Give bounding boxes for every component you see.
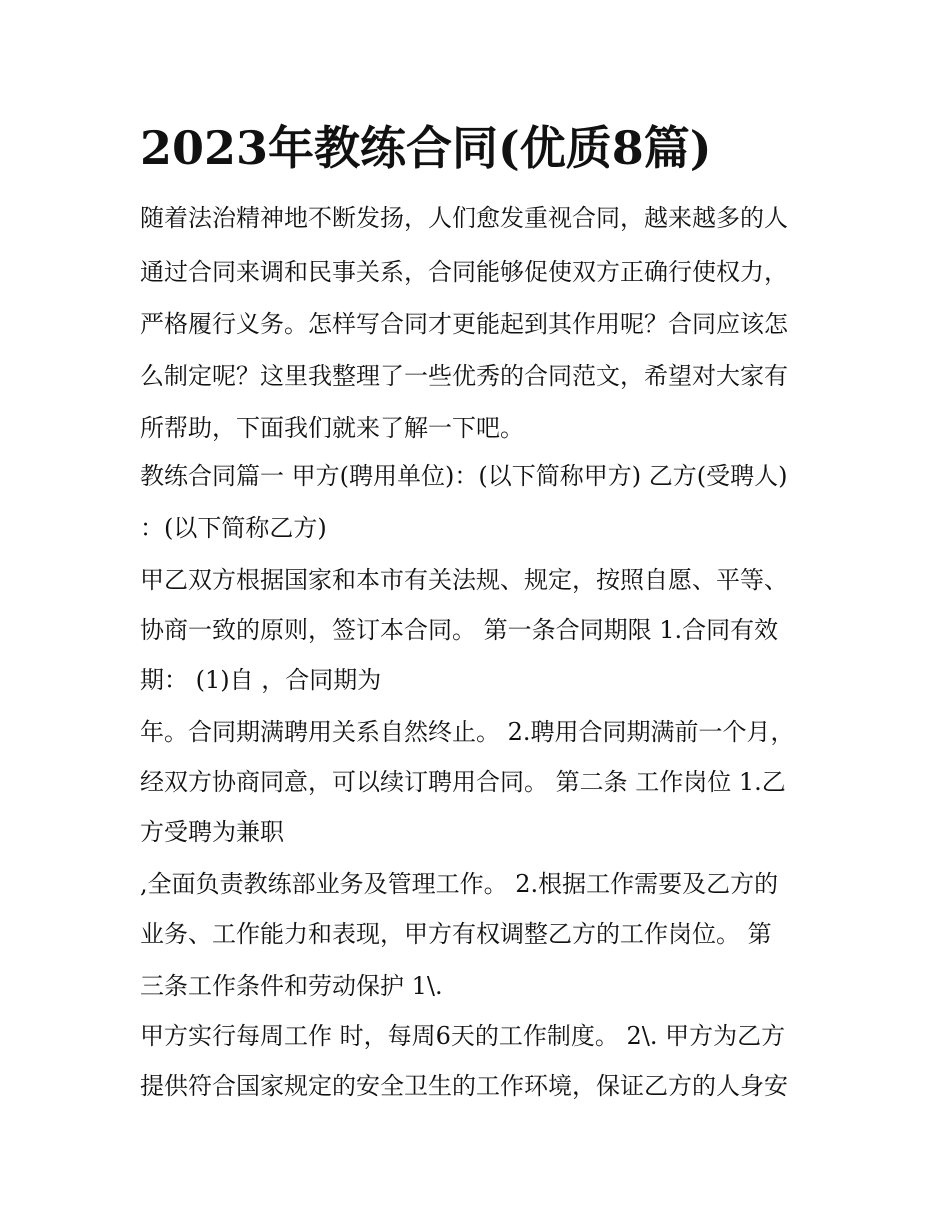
body-line: 严格履行义务。怎样写合同才更能起到其作用呢？合同应该怎 [140,310,788,338]
document-title: 2023年教练合同(优质8篇) [140,121,712,175]
body-line: 方受聘为兼职 [140,818,284,846]
body-line: 提供符合国家规定的安全卫生的工作环境，保证乙方的人身安 [140,1072,788,1100]
body-line: ,全面负责教练部业务及管理工作。 2.根据工作需要及乙方的 [140,870,779,898]
body-line: 随着法治精神地不断发扬，人们愈发重视合同，越来越多的人 [140,204,788,232]
body-line: ：(以下简称乙方) [140,514,327,542]
body-line: 通过合同来调和民事关系，合同能够促使双方正确行使权力， [140,258,788,286]
body-line: 甲乙双方根据国家和本市有关法规、规定，按照自愿、平等、 [140,566,788,594]
body-line: 协商一致的原则，签订本合同。 第一条合同期限 1.合同有效 [140,616,779,644]
body-line: 经双方协商同意，可以续订聘用合同。 第二条 工作岗位 1.乙 [140,768,786,796]
body-line: 年。合同期满聘用关系自然终止。 2.聘用合同期满前一个月， [140,718,795,746]
body-line: 三条工作条件和劳动保护 1\. [140,972,443,1000]
body-line: 么制定呢？这里我整理了一些优秀的合同范文，希望对大家有 [140,362,788,390]
body-line: 业务、工作能力和表现，甲方有权调整乙方的工作岗位。 第 [140,920,772,948]
body-line: 所帮助，下面我们就来了解一下吧。 [140,414,524,442]
body-line: 教练合同篇一 甲方(聘用单位)：(以下简称甲方) 乙方(受聘人) [140,462,788,490]
body-line: 期： (1)自 ，合同期为 [140,666,382,694]
body-line: 甲方实行每周工作 时，每周6天的工作制度。 2\. 甲方为乙方 [140,1022,786,1050]
